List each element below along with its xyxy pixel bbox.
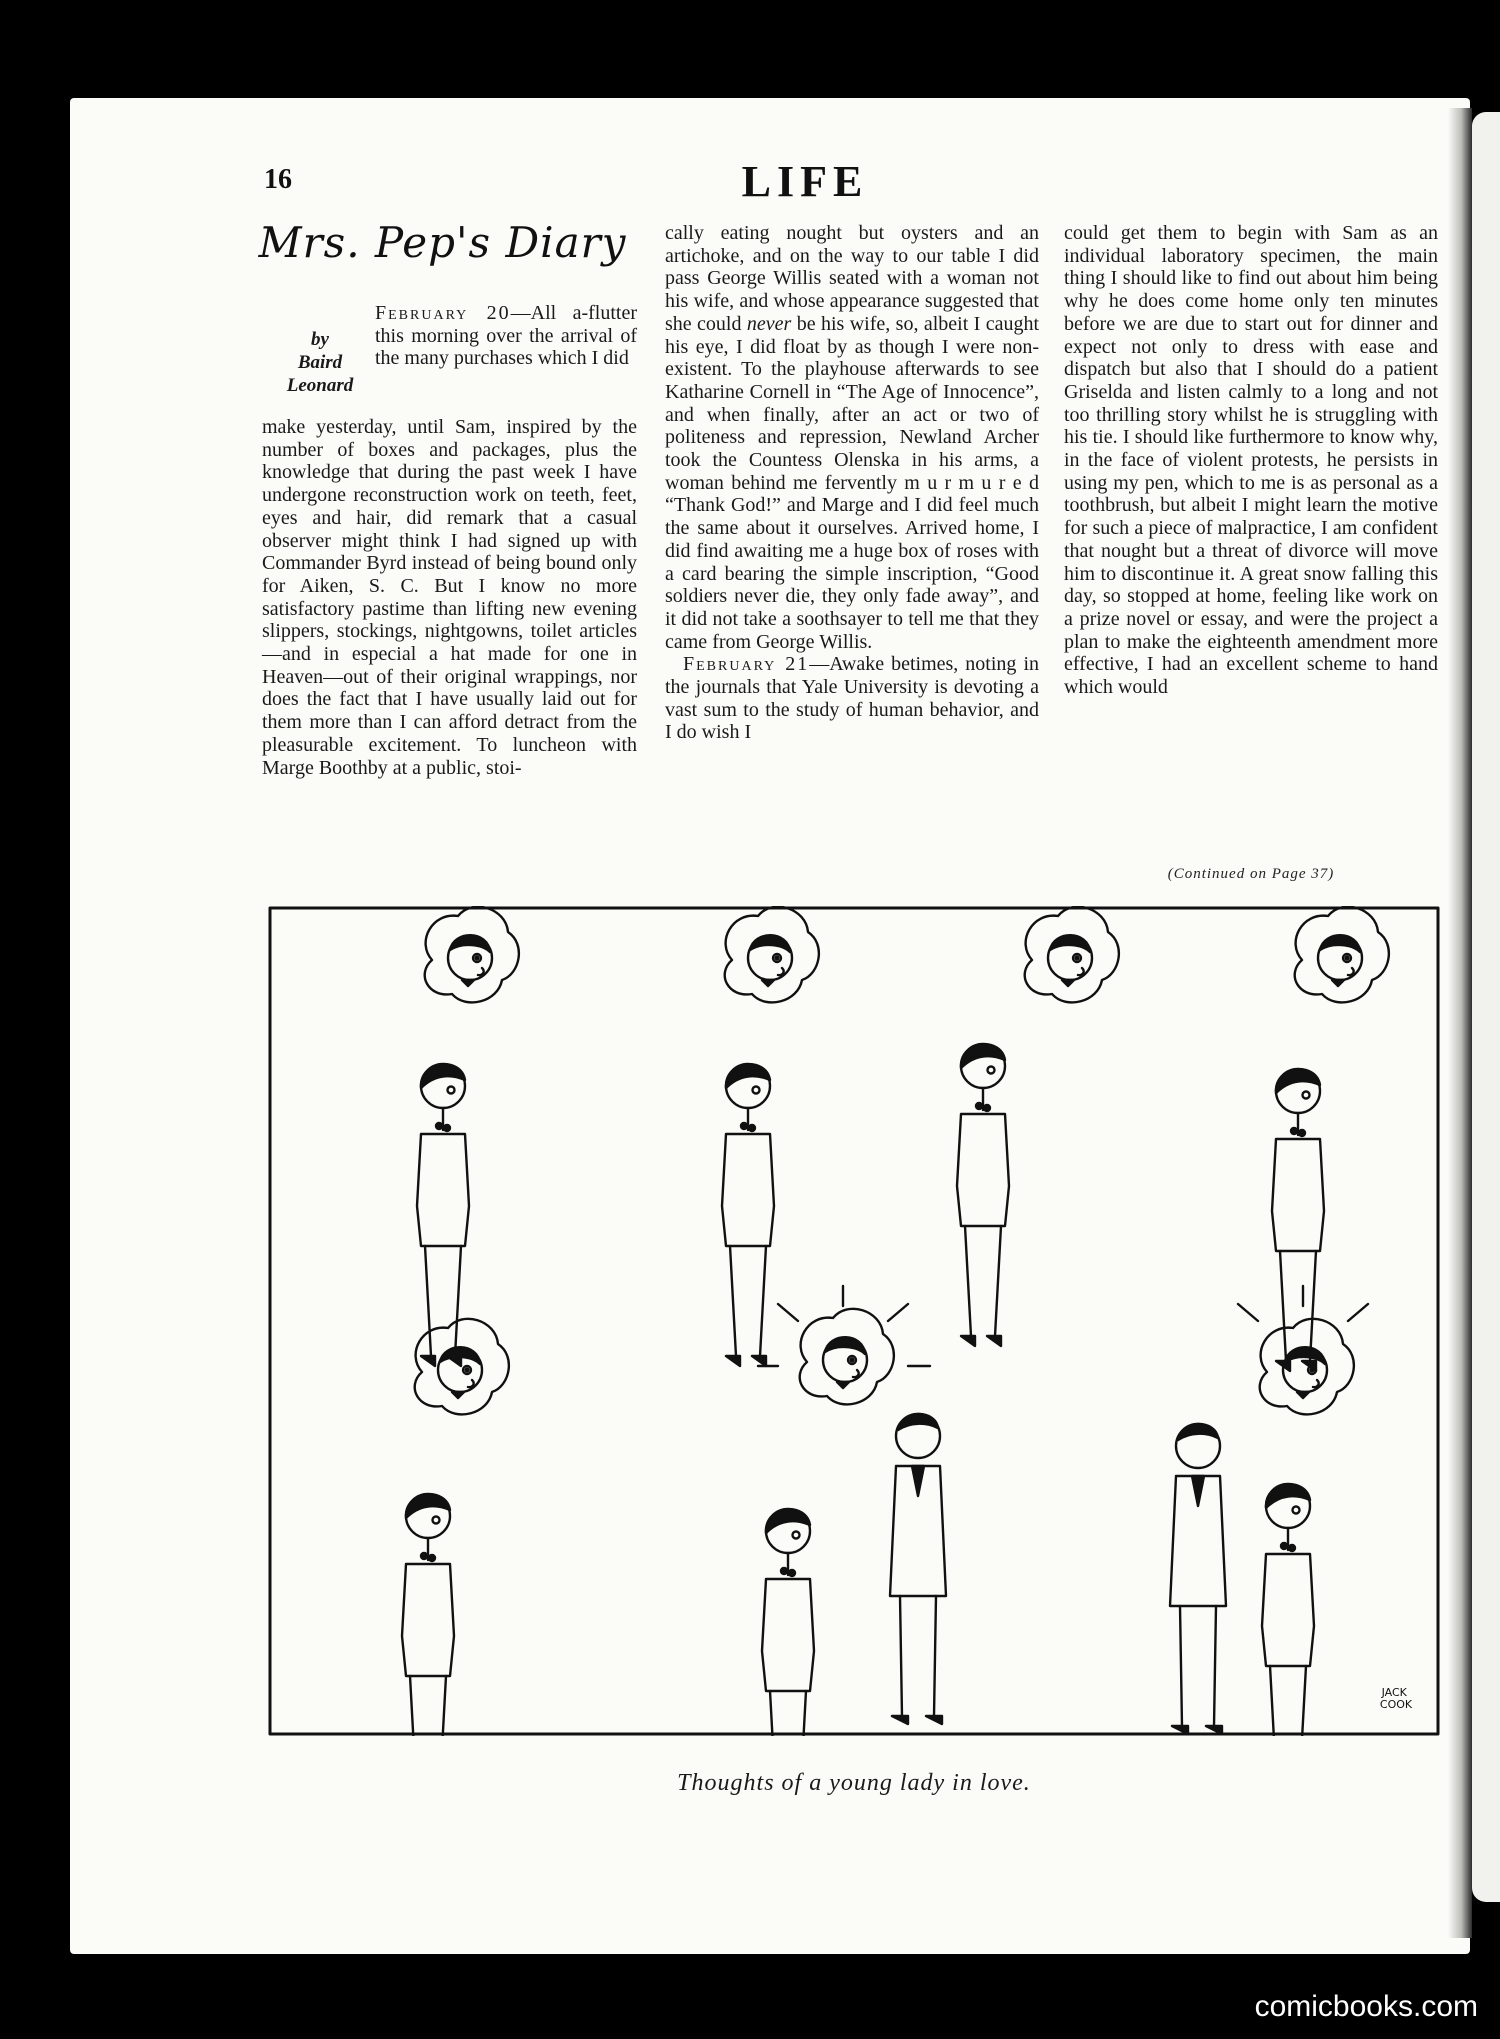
opening-text: —All a-flutter this morning over the arrival of the many purchases which I did [375, 302, 637, 370]
cartoon-caption: Thoughts of a young lady in love. [677, 1770, 1031, 1796]
artist-signature [1380, 1686, 1413, 1711]
para-text: be his wife, so, albeit I caught his eye, I did float by as though I were non-existent. To the playhouse afterwards to see Katharine Cornell in “The Age of Innocence”, and when finally, after an act or two of politeness and repression, Newland Archer took the Countess Olenska in his arms, a woman behind me fervently m u r m u r e d “Thank God!” and Marge and I did feel much the same about it ourselves. Arrived home, I did find awaiting me a huge box of roses with a card bearing the simple inscription, “Good soldiers never die, they only fade away”, and it did not take a soothsayer to tell me that they came from George Willis. [665, 312, 1040, 653]
man-figure-groom [1170, 1424, 1226, 1734]
radiant-lines [758, 1286, 930, 1366]
para-text: —Awake betimes, noting in the journals that Yale University is devoting a vast sum to the study of human behavior, and I do wish I [665, 653, 1039, 744]
radiant-lines [1238, 1286, 1368, 1321]
byline-first-name: Baird [297, 352, 343, 373]
column-3-text: could get them to begin with Sam as an individual laboratory specimen, the main thing I should like to find out about him being why he does come home only ten minutes before we are due to start out for dinner and expect not only to dress with ease and dispatch but also that I should do a patient Griselda and listen calmly to a long and not too thrilling story whilst he is struggling with his tie. I should like furthermore to know why, in the face of violent protests, he persists in using my pen, which to me is as personal as a toothbrush, but albeit I might learn the motive for such a piece of malpractice, I am confident that nought but a threat of divorce will move him to discontinue it. A great snow falling this day, so stopped at home, feeling like work on a prize novel or essay, and were the project a plan to make the eighteenth amendment more effective, I had an excellent scheme to hand which would [1064, 222, 1438, 699]
page-spine-shadow [1448, 108, 1472, 1938]
byline-last-name: Leonard [286, 375, 354, 396]
para-text: cally eating nought but oysters and an artichoke, and on the way to our table I did pass George Willis seated with a woman not his wife, and whose appearance suggested that she could [665, 222, 1039, 335]
diary-date: February 20 [375, 302, 511, 324]
thought-bubble [1025, 907, 1119, 1003]
woman-figure-back [722, 1064, 774, 1366]
column-1-text: make yesterday, until Sam, inspired by the number of boxes and packages, plus the knowledge that during the past week I have undergone reconstruction work on teeth, feet, eyes and hair, did remark that a casual observer might think I had signed up with Commander Byrd instead of being bound only for Aiken, S. C. But I know no more satisfactory pastime than lifting new evening slippers, stockings, nightgowns, toilet articles—and in especial a hat made for one in Heaven—out of their original wrappings, nor does the fact that I have usually laid out for them more than I can afford detract from the pleasurable excitement. To luncheon with Marge Boothby at a public, stoi- [262, 416, 637, 779]
thought-bubble [425, 907, 519, 1003]
article-opening [375, 302, 637, 370]
signature-line-2: COOK [1379, 1698, 1413, 1711]
column-1-body [262, 416, 637, 779]
column-2-para-1 [665, 222, 1039, 653]
diary-date: February 21 [683, 653, 810, 676]
emphasis-never: never [746, 312, 792, 335]
article-title: Mrs. Pep's Diary [258, 218, 627, 267]
column-3 [1064, 222, 1438, 699]
man-figure-left [890, 1414, 946, 1724]
cartoon-illustration [268, 906, 1440, 1736]
signature-line-1: JACK [1381, 1686, 1407, 1699]
byline-by: by [311, 329, 329, 350]
thought-bubble-radiant [1260, 1319, 1354, 1415]
thought-bubble-radiant [800, 1309, 894, 1405]
woman-figure-surprised [957, 1044, 1009, 1346]
column-2 [665, 222, 1039, 744]
byline [275, 328, 365, 397]
woman-figure-dreaming [1272, 1069, 1324, 1371]
magazine-title: LIFE [741, 157, 869, 206]
woman-figure-bride [1262, 1484, 1314, 1736]
column-2-para-2 [665, 653, 1039, 744]
woman-figure-dancing [762, 1509, 814, 1736]
next-page-edge [1472, 112, 1500, 1902]
page-number: 16 [264, 164, 292, 195]
thought-bubble [1295, 907, 1389, 1003]
woman-figure-arms-crossed [402, 1494, 454, 1736]
continued-note: (Continued on Page 37) [1167, 866, 1335, 882]
thought-bubble [725, 907, 819, 1003]
watermark: comicbooks.com [1254, 1990, 1478, 2023]
